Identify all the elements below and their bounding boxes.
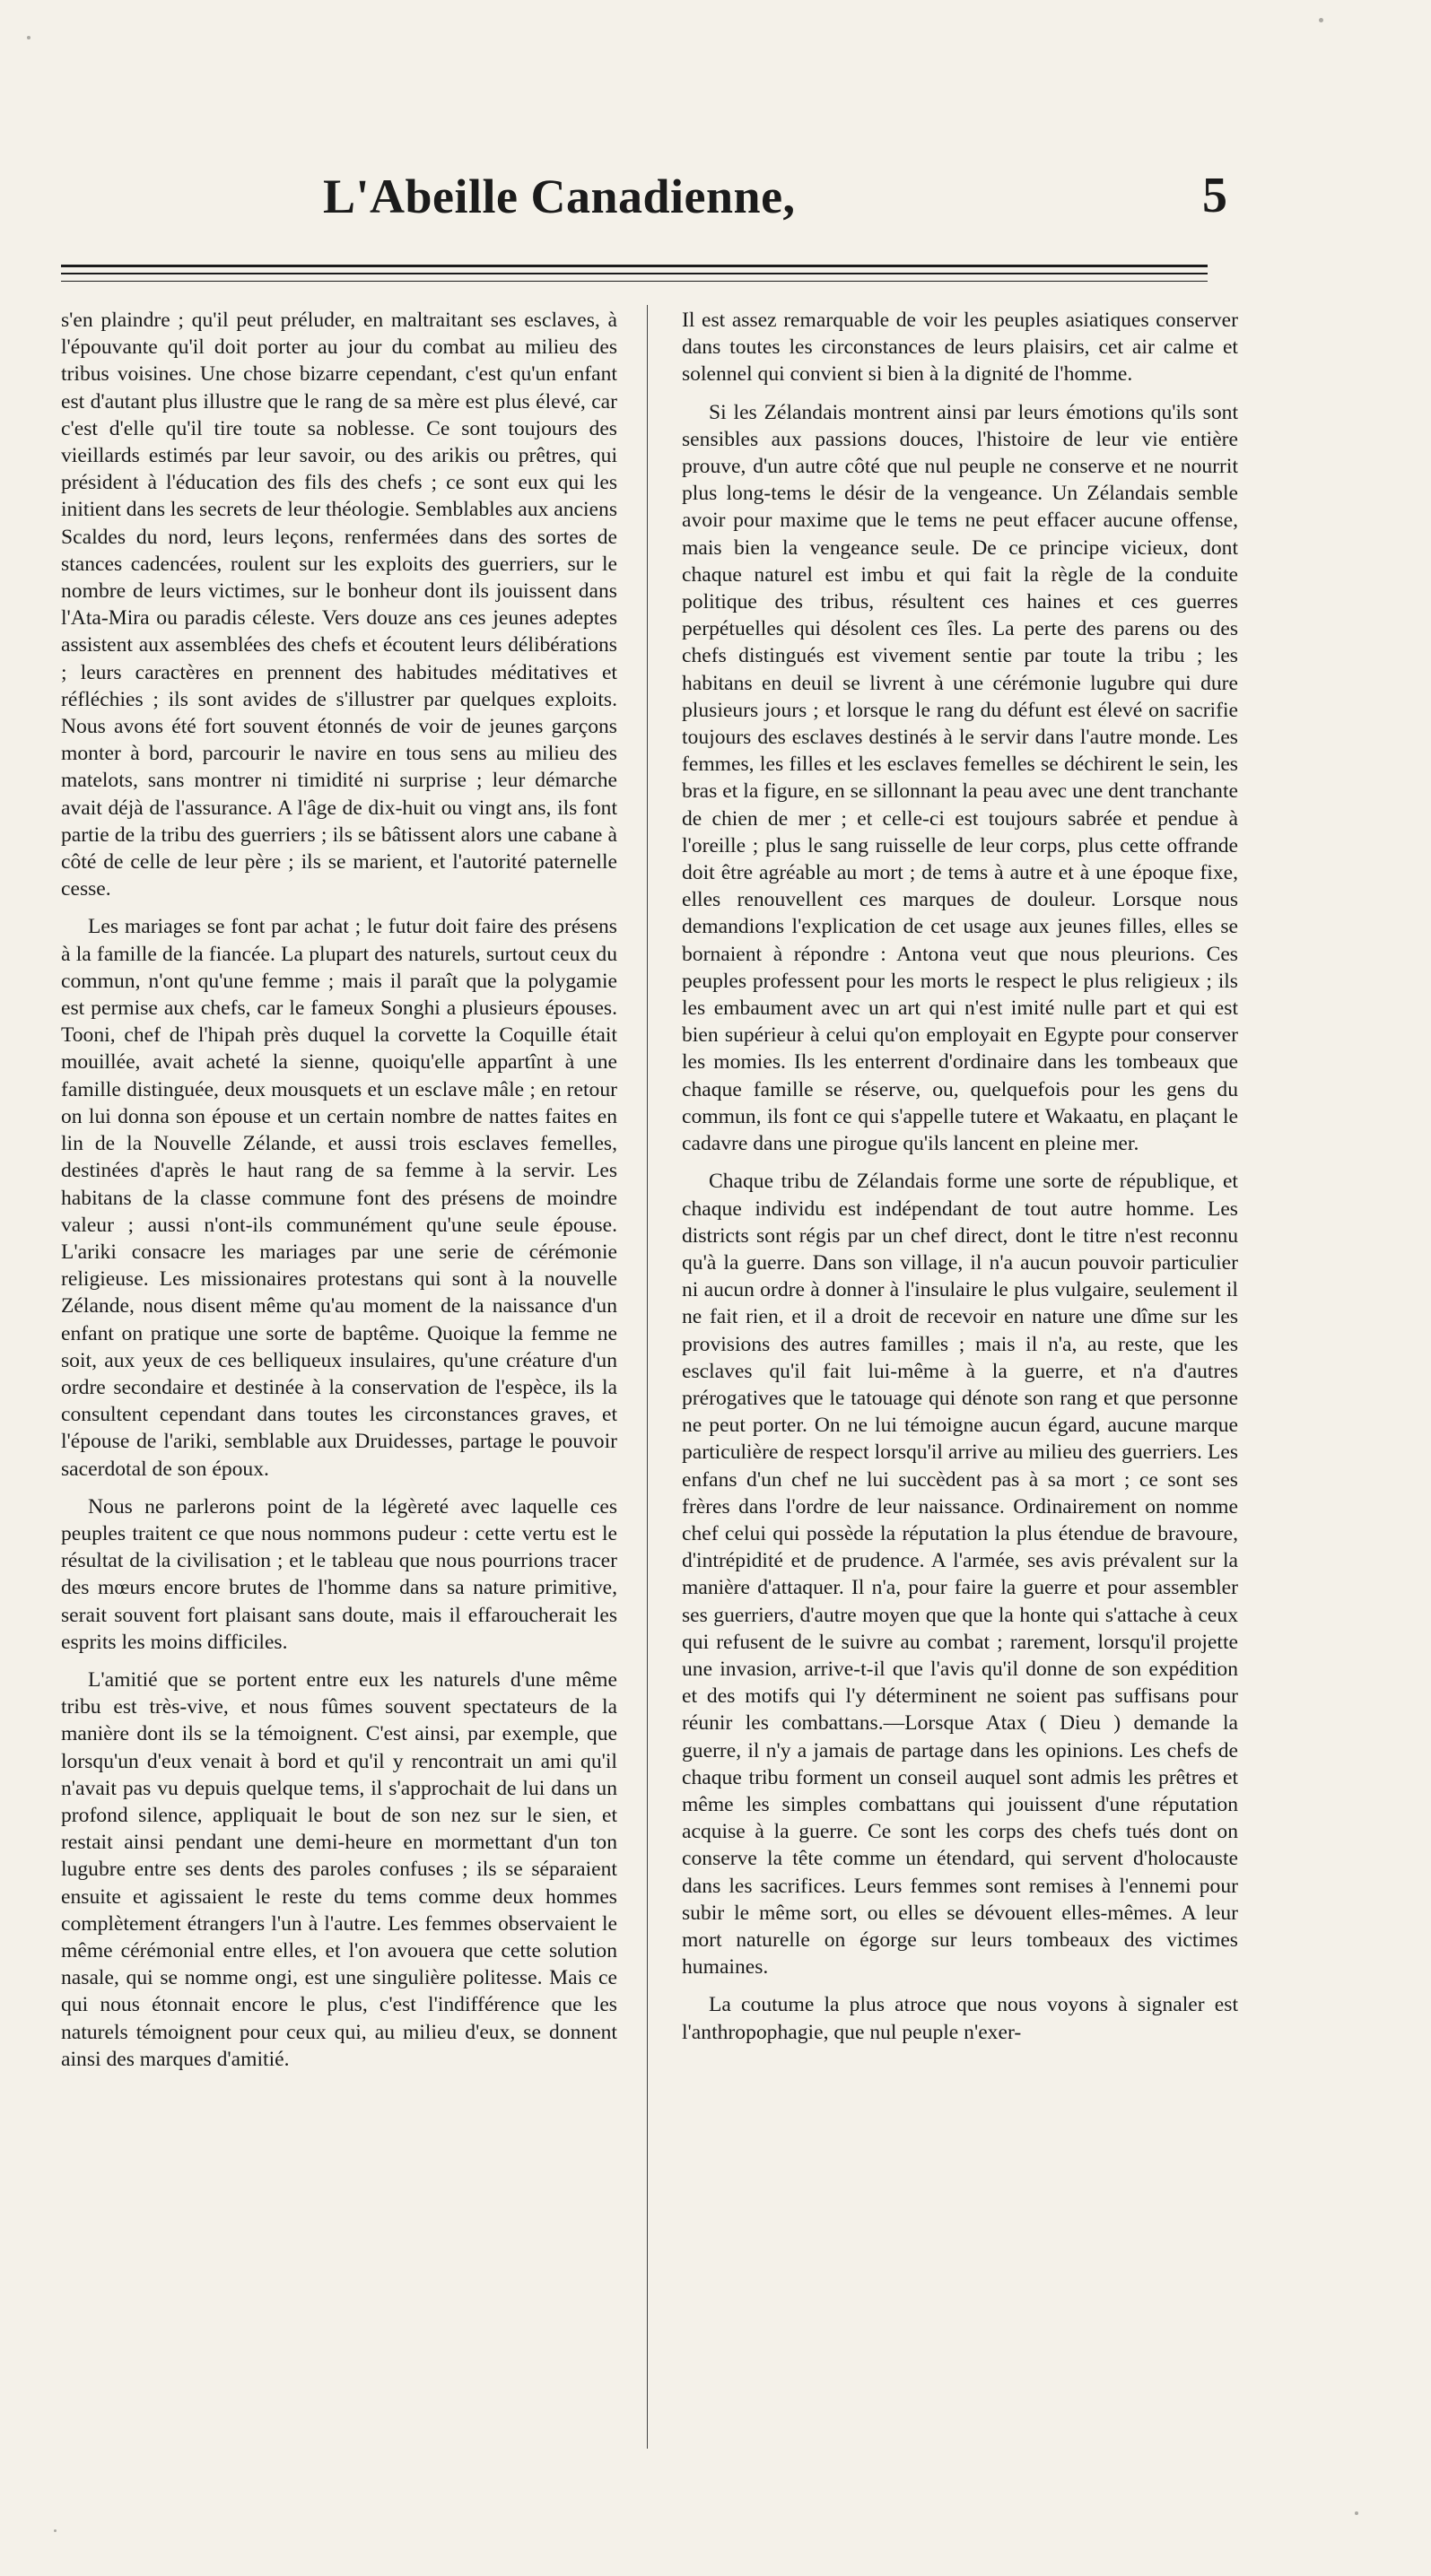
right-column: [682, 307, 1238, 2446]
header-rule-middle: [61, 273, 1208, 274]
paragraph: L'amitié que se portent entre eux les naturels d'une même tribu est très-vive, et nous fûmes souvent spectateurs de la manière dont ils se la témoignent. C'est ainsi, par exemple, que lorsqu'un d'eux venait à bord et qu'il y rencontrait un ami qu'il n'avait pas vu depuis quelque tems, il s'approchait de lui dans un profond silence, appliquait le bout de son nez sur le sien, et restait ainsi pendant une demi-heure en mormettant d'un ton lugubre entre ses dents des paroles confuses ; ils se séparaient ensuite et agissaient le reste du tems comme deux hommes complètement étrangers l'un à l'autre. Les femmes observaient le même cérémonial entre elles, et l'on avouera que cette solution nasale, qui se nomme ongi, est une singulière politesse. Mais ce qui nous étonnait encore le plus, c'est l'indifférence que les naturels témoignent pour ceux qui, au milieu d'eux, se donnent ainsi des marques d'amitié.: [61, 1667, 617, 2071]
paragraph: Il est assez remarquable de voir les peuples asiatiques conserver dans toutes les circonstances de leurs plaisirs, cet air calme et solennel qui convient si bien à la dignité de l'homme.: [682, 309, 1238, 387]
paragraph: Nous ne parlerons point de la légèreté avec laquelle ces peuples traitent ce que nous nommons pudeur : cette vertu est le résultat de la civilisation ; et le tableau que nous pourrions tracer des mœurs encore brutes de l'homme dans sa nature primitive, serait souvent fort plaisant sans doute, mais il effaroucherait les esprits les moins difficiles.: [61, 1494, 617, 1654]
paragraph: Chaque tribu de Zélandais forme une sorte de république, et chaque individu est indépendant de tout autre homme. Les districts sont régis par un chef direct, dont le titre n'est reconnu qu'à la guerre. Dans son village, il n'a aucun pouvoir particulier ni aucun ordre à donner à l'insulaire le plus vulgaire, seulement il ne fait rien, et il a droit de recevoir en nature une dîme sur les provisions des autres familles ; mais il n'a, au reste, que les esclaves qu'il fait lui-même à la guerre, et n'a d'autres prérogatives que le tatouage qui dénote son rang et que personne ne peut porter. On ne lui témoigne aucun égard, aucune marque particulière de respect lorsqu'il arrive au milieu des guerriers. Les enfans d'un chef ne lui succèdent pas à sa mort ; ce sont ses frères dans l'ordre de leur naissance. Ordinairement on nomme chef celui qui possède la réputation la plus étendue de bravoure, d'intrépidité et de prudence. A l'armée, ses avis prévalent sur la manière d'attaquer. Il n'a, pour faire la guerre et pour assembler ses guerriers, d'autre moyen que que la honte qui s'attache à ceux qui refusent de le suivre au combat ; rarement, lorsqu'il projette une invasion, arrive-t-il que l'avis qu'il donne de son expédition et des motifs qui l'y déterminent ne soient pas suffisans pour réunir les combattans.—Lorsque Atax ( Dieu ) demande la guerre, il n'y a jamais de partage dans les opinions. Les chefs de chaque tribu forment un conseil auquel sont admis les prêtres et même les simples combattans qui jouissent d'une réputation acquise à la guerre. Ce sont les corps des chefs tués dont on conserve la tête comme un étendard, qui servent d'holocauste dans les sacrifices. Leurs femmes sont remises à l'ennemi pour subir le même sort, ou elles se dévouent elles-mêmes. A leur mort naturelle on égorge sur leurs tombeaux des victimes humaines.: [682, 1170, 1238, 1980]
paragraph: Si les Zélandais montrent ainsi par leurs émotions qu'ils sont sensibles aux passions douces, l'histoire de leur vie entière prouve, d'un autre côté que nul peuple ne conserve et ne nourrit plus long-tems le désir de la vengeance. Un Zélandais semble avoir pour maxime que le tems ne peut effacer aucune offense, mais bien la vengeance seule. De ce principe vicieux, dont chaque naturel est imbu et qui fait la règle de la conduite politique des tribus, résultent ces haines et ces guerres perpétuelles qui désolent ces îles. La perte des parens ou des chefs distingués est vivement sentie par toute la tribu ; les habitans en deuil se livrent à une cérémonie lugubre qui dure plusieurs jours ; et lorsque le rang du défunt est élevé on sacrifie toujours des esclaves destinés à le servir dans l'autre monde. Les femmes, les filles et les esclaves femelles se déchirent le sein, les bras et la figure, en se sillonnant la peau avec une dent tranchante de chien de mer ; et celle-ci est toujours sabrée et pendue à l'oreille ; plus le sang ruisselle de leur corps, plus cette offrande doit être agréable au mort ; de tems à autre et à une époque fixe, elles renouvellent ces marques de douleur. Lorsque nous demandions l'explication de cet usage aux jeunes filles, elles se bornaient à répondre : Antona veut que nous pleurions. Ces peuples professent pour les morts le respect le plus religieux ; ils les embaument avec un art qui n'est imité nulle part et qui est bien supérieur à celui qu'on employait en Egypte pour conserver les momies. Ils les enterrent d'ordinaire dans les tombeaux que chaque famille se réserve, ou, quelquefois pour les gens du commun, ils font ce qui s'appelle tutere et Wakaatu, en plaçant le cadavre dans une pirogue qu'ils lancent en pleine mer.: [682, 400, 1238, 1156]
paragraph: Les mariages se font par achat ; le futur doit faire des présens à la famille de la fiancée. La plupart des naturels, surtout ceux du commun, n'ont qu'une femme ; mais il paraît que la polygamie est permise aux chefs, car le fameux Songhi a plusieurs épouses. Tooni, chef de l'hipah près duquel la corvette la Coquille était mouillée, avait acheté la sienne, quoiqu'elle appartînt à une famille distinguée, deux mousquets et un esclave mâle ; en retour on lui donna son épouse et un certain nombre de nattes faites en lin de la Nouvelle Zélande, et aussi trois esclaves femelles, destinées d'après le haut rang de sa femme à la servir. Les habitans de la classe commune font des présens de moindre valeur ; aussi n'ont-ils communément qu'une seule épouse. L'ariki consacre les mariages par une serie de cérémonie religieuse. Les missionaires protestans qui sont à la nouvelle Zélande, nous disent même qu'au moment de la naissance d'un enfant on pratique une sorte de baptême. Quoique la femme ne soit, aux yeux de ces belliqueux insulaires, qu'une créature d'un ordre secondaire et destinée à la conservation de l'espèce, ils la consultent cependant dans toutes les circonstances graves, et l'épouse de l'ariki, semblable aux Druidesses, partage le pouvoir sacerdotal de son époux.: [61, 915, 617, 1481]
header-rule-thin: [61, 281, 1208, 282]
paragraph: s'en plaindre ; qu'il peut préluder, en maltraitant ses esclaves, à l'épouvante qu'il doit porter au jour du combat au milieu des tribus voisines. Une chose bizarre cependant, c'est qu'un enfant est d'autant plus illustre que le rang de sa mère est plus élevé, car c'est d'elle qu'il tire toute sa noblesse. Ce sont toujours des vieillards estimés par leur savoir, ou des arikis ou prêtres, qui président à l'éducation des fils des chefs ; ce sont eux qui les initient dans les secrets de leur théologie. Semblables aux anciens Scaldes du nord, leurs leçons, renfermées dans des sortes de stances cadencées, roulent sur les exploits des guerriers, sur le nombre de leurs victimes, sur le bonheur dont ils jouissent dans l'Ata-Mira ou paradis céleste. Vers douze ans ces jeunes adeptes assistent aux assemblées des chefs et écoutent leurs délibérations ; leurs caractères en prennent des habitudes méditatives et réfléchies ; ils sont avides de s'illustrer par quelques exploits. Nous avons été fort souvent étonnés de voir de jeunes garçons monter à bord, parcourir le navire en tous sens au milieu des matelots, sans montrer ni timidité ni surprise ; leur démarche avait déjà de l'assurance. A l'âge de dix-huit ou vingt ans, ils font partie de la tribu des guerriers ; ils se bâtissent alors une cabane à côté de celle de leur père ; ils se marient, et l'autorité paternelle cesse.: [61, 309, 617, 901]
paragraph: La coutume la plus atroce que nous voyons à signaler est l'anthropophagie, que nul peuple n'exer-: [682, 1993, 1238, 2044]
paper-speck: [54, 2529, 57, 2532]
column-divider: [647, 305, 648, 2449]
left-column: [61, 307, 617, 2446]
masthead-title: L'Abeille Canadienne,: [323, 170, 796, 223]
header-rule-thick: [61, 265, 1208, 267]
page-number: 5: [1202, 168, 1227, 223]
paper-speck: [27, 36, 31, 39]
paper-speck: [1355, 2511, 1358, 2515]
paper-speck: [1319, 18, 1323, 22]
